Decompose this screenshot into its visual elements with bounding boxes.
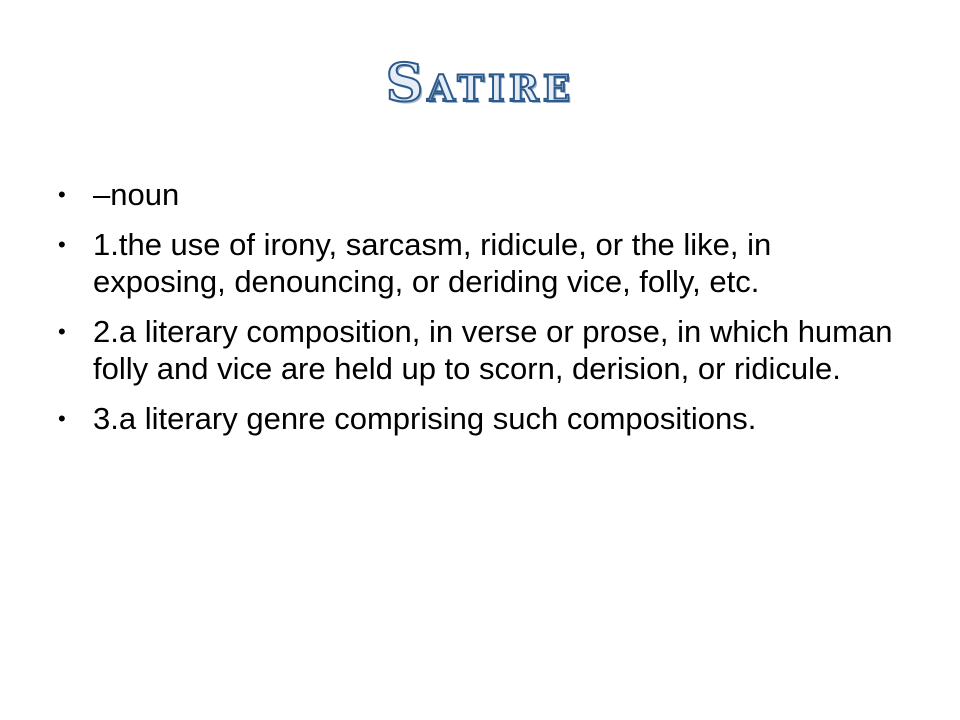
bullet-item-definition-3 [58, 400, 904, 437]
bullet-text: 1.the use of irony, sarcasm, ridicule, or the like, in exposing, denouncing, or deriding vice, folly, etc. [93, 227, 772, 299]
slide-title: Satire [385, 53, 575, 114]
bullet-dot-icon: • [58, 319, 66, 344]
bullet-item-definition-1 [58, 226, 904, 300]
bullet-list [58, 176, 904, 450]
bullet-dot-icon: • [58, 406, 66, 431]
bullet-dot-icon: • [58, 182, 66, 207]
bullet-dot-icon: • [58, 232, 66, 257]
bullet-text: 3.a literary genre comprising such compositions. [93, 401, 757, 436]
bullet-text: –noun [93, 177, 180, 212]
bullet-item-noun [58, 176, 904, 213]
bullet-text: 2.a literary composition, in verse or prose, in which human folly and vice are held up to scorn, derision, or ridicule. [93, 314, 893, 386]
bullet-item-definition-2 [58, 313, 904, 387]
